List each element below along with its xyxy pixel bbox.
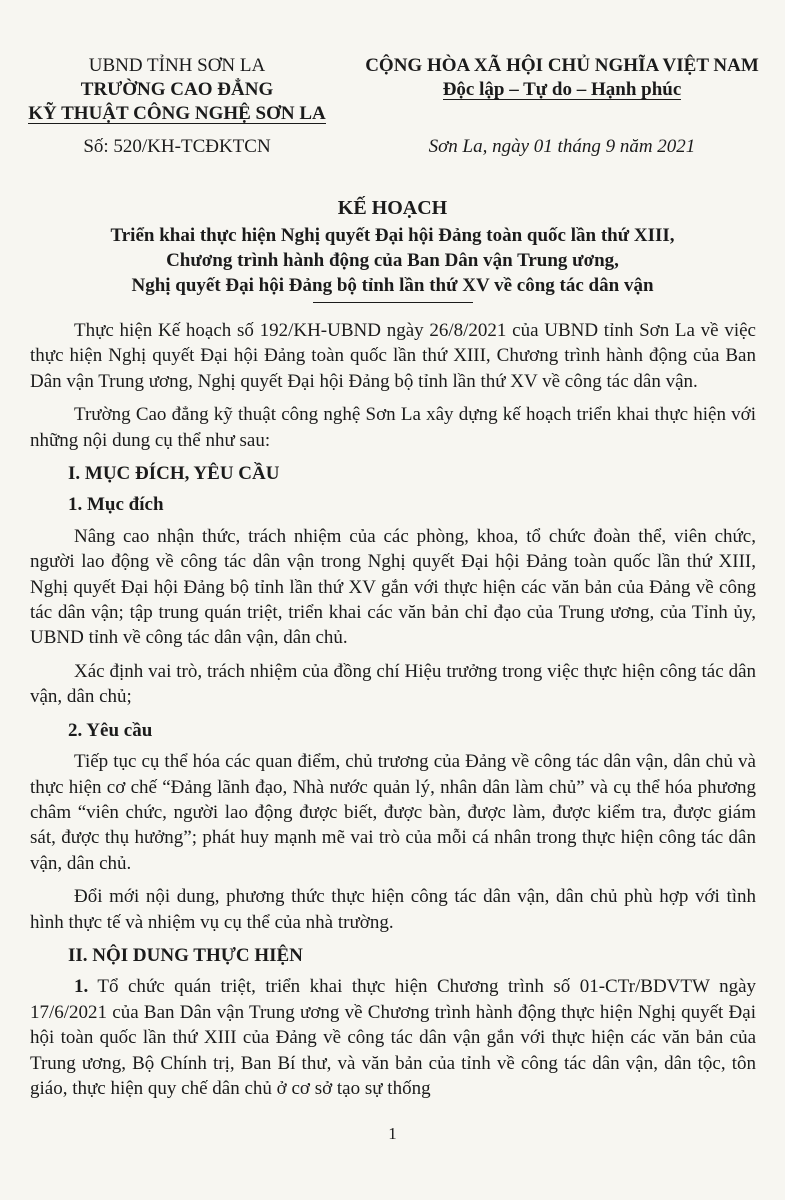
section-heading-2: II. NỘI DUNG THỰC HIỆN [68, 944, 303, 966]
paragraph-content-1 [30, 974, 756, 1101]
document-body [30, 318, 756, 1109]
page-number: 1 [388, 1124, 397, 1143]
document-number: Số: 520/KH-TCĐKTCN [83, 136, 271, 157]
paragraph-role: Xác định vai trò, trách nhiệm của đồng chí Hiệu trưởng trong việc thực hiện công tác dân vận, dân chủ; [30, 660, 756, 708]
section-heading-1: I. MỤC ĐÍCH, YÊU CẦU [68, 463, 280, 485]
school-name-text: KỸ THUẬT CÔNG NGHỆ SƠN LA [28, 103, 326, 124]
national-motto-block [346, 54, 778, 102]
subheading-requirements: 2. Yêu cầu [68, 719, 153, 741]
motto-text: Độc lập – Tự do – Hạnh phúc [442, 79, 682, 100]
school-name-line1: TRƯỜNG CAO ĐẲNG [80, 79, 274, 100]
province-committee: UBND TỈNH SƠN LA [88, 55, 266, 76]
document-date: Sơn La, ngày 01 tháng 9 năm 2021 [428, 136, 696, 157]
title-main: KẾ HOẠCH [337, 197, 448, 219]
title-underline [313, 302, 473, 303]
national-title: CỘNG HÒA XÃ HỘI CHỦ NGHĨA VIỆT NAM [365, 55, 759, 76]
subheading-purpose: 1. Mục đích [68, 494, 164, 516]
issuing-agency-block [8, 54, 346, 126]
paragraph-plan: Trường Cao đẳng kỹ thuật công nghệ Sơn La xây dựng kế hoạch triển khai thực hiện với những nội dung cụ thể như sau: [30, 404, 756, 451]
paragraph-intro: Thực hiện Kế hoạch số 192/KH-UBND ngày 26/8/2021 của UBND tỉnh Sơn La về việc thực hiện Nghị quyết Đại hội Đảng toàn quốc lần thứ XIII, Chương trình hành động của Ban Dân vận Trung ương, Nghị quyết Đại hội Đảng bộ tỉnh lần thứ XV về công tác dân vận. [30, 320, 756, 392]
document-title [30, 196, 755, 303]
item-number: 1. [74, 976, 89, 998]
title-line1: Triển khai thực hiện Nghị quyết Đại hội Đảng toàn quốc lần thứ XIII, [110, 225, 675, 246]
paragraph-purpose: Nâng cao nhận thức, trách nhiệm của các phòng, khoa, tổ chức đoàn thể, viên chức, người lao động về công tác dân vận trong Nghị quyết Đại hội Đảng toàn quốc lần thứ XIII, Nghị quyết Đại hội Đảng bộ tỉnh lần thứ XV gắn với thực hiện các văn bản của Đảng về công tác dân vận; tập trung quán triệt, triển khai các văn bản chỉ đạo của Trung ương, của Tỉnh ủy, UBND tỉnh về công tác dân vận, dân chủ. [30, 525, 756, 649]
paragraph-requirements: Tiếp tục cụ thể hóa các quan điểm, chủ trương của Đảng về công tác dân vận, dân chủ và thực hiện cơ chế “Đảng lãnh đạo, Nhà nước quản lý, nhân dân làm chủ” và cụ thể hóa phương châm “viên chức, người lao động được biết, được bàn, được làm, được kiểm tra, được giám sát, được thụ hưởng”; phát huy mạnh mẽ vai trò của mỗi cá nhân trong thực hiện công tác dân vận, dân chủ. [30, 751, 756, 874]
title-line3: Nghị quyết Đại hội Đảng bộ tỉnh lần thứ XV về công tác dân vận [131, 275, 654, 296]
paragraph-innovation: Đổi mới nội dung, phương thức thực hiện công tác dân vận, dân chủ phù hợp với tình hình thực tế và nhiệm vụ cụ thể của nhà trường. [30, 886, 756, 933]
title-line2: Chương trình hành động của Ban Dân vận Trung ương, [166, 250, 619, 271]
school-name-line2 [8, 102, 346, 126]
item-text: Tổ chức quán triệt, triển khai thực hiện Chương trình số 01-CTr/BDVTW ngày 17/6/2021 của Ban Dân vận Trung ương về Chương trình hành động thực hiện Nghị quyết Đại hội toàn quốc lần thứ XIII của Đảng về công tác dân vận gắn với thực hiện các văn bản của Trung ương, Bộ Chính trị, Ban Bí thư, và văn bản của tỉnh về công tác dân vận, dân tộc, tôn giáo, thực hiện quy chế dân chủ ở cơ sở tạo sự thống [30, 976, 756, 1099]
motto [346, 78, 778, 102]
